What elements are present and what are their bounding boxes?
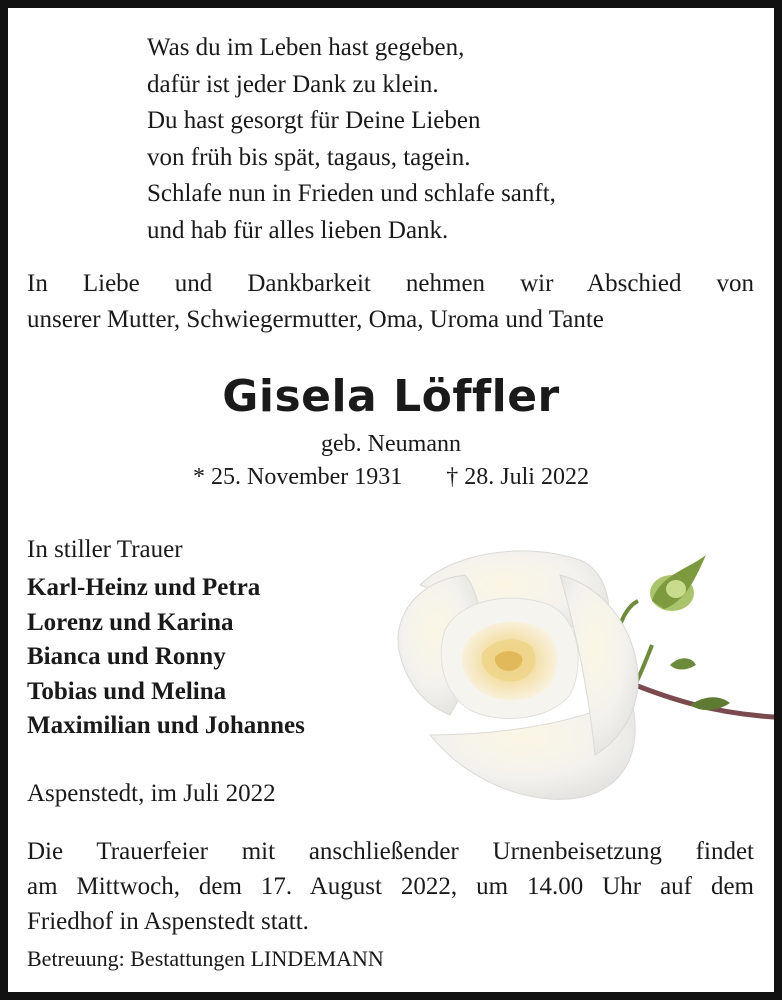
ceremony-line: am Mittwoch, dem 17. August 2022, um 14.00 Uhr auf dem bbox=[27, 873, 754, 900]
poem-line: und hab für alles lieben Dank. bbox=[147, 216, 449, 244]
mourner-name: Maximilian und Johannes bbox=[27, 712, 305, 740]
undertaker: Betreuung: Bestattungen LINDEMANN bbox=[27, 946, 384, 971]
mourner-name: Lorenz und Karina bbox=[27, 608, 234, 636]
mourner-name: Bianca und Ronny bbox=[27, 643, 226, 671]
poem-line: Schlafe nun in Frieden und schlafe sanft, bbox=[147, 180, 556, 208]
deceased-name: Gisela Löffler bbox=[222, 371, 560, 422]
death-date: † 28. Juli 2022 bbox=[446, 464, 589, 490]
ceremony-info bbox=[27, 834, 754, 939]
ceremony-line: Friedhof in Aspenstedt statt. bbox=[27, 908, 309, 935]
ceremony-line: Die Trauerfeier mit anschließender Urnenbeisetzung findet bbox=[27, 838, 754, 865]
maiden-name: geb. Neumann bbox=[321, 431, 461, 457]
poem-line: Was du im Leben hast gegeben, bbox=[147, 34, 465, 61]
white-rose-icon bbox=[390, 545, 774, 815]
intro-line: unserer Mutter, Schwiegermutter, Oma, Uroma und Tante bbox=[27, 306, 604, 333]
poem bbox=[147, 30, 707, 250]
poem-line: von früh bis spät, tagaus, tagein. bbox=[147, 143, 471, 171]
life-dates bbox=[0, 461, 782, 493]
intro-line: In Liebe und Dankbarkeit nehmen wir Abschied von bbox=[27, 270, 754, 297]
mourners-list bbox=[27, 571, 305, 744]
mourner-name: Karl-Heinz und Petra bbox=[27, 574, 261, 601]
intro-text bbox=[27, 266, 754, 338]
place-and-date: Aspenstedt, im Juli 2022 bbox=[27, 780, 276, 807]
mourner-name: Tobias und Melina bbox=[27, 677, 227, 705]
poem-line: dafür ist jeder Dank zu klein. bbox=[147, 70, 439, 98]
mourners-heading: In stiller Trauer bbox=[27, 536, 183, 563]
poem-line: Du hast gesorgt für Deine Lieben bbox=[147, 107, 481, 135]
birth-date: * 25. November 1931 bbox=[193, 464, 403, 490]
